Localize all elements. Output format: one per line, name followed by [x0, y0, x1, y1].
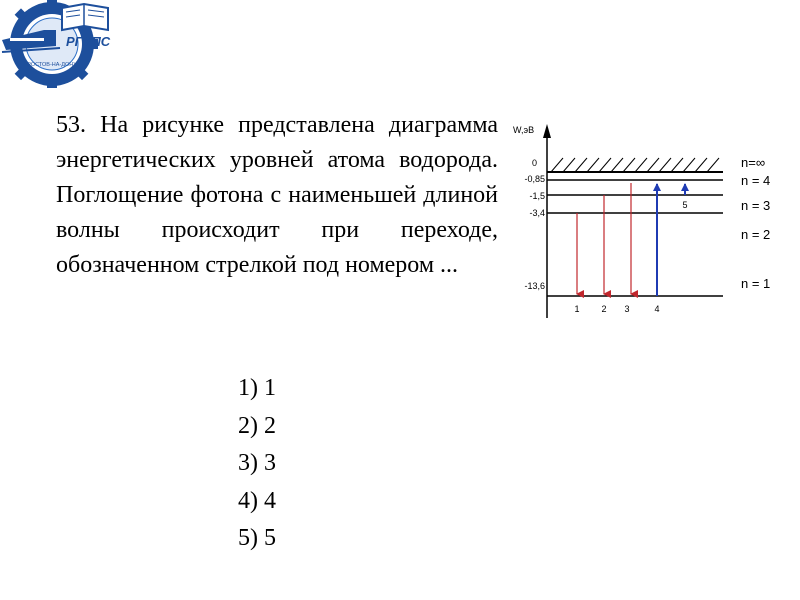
- answer-option-3[interactable]: 3) 3: [238, 450, 276, 476]
- answer-options: [238, 370, 276, 558]
- university-logo: [0, 0, 115, 90]
- energy-label-n2: -3,4: [529, 208, 545, 218]
- energy-label-0: 0: [531, 158, 537, 168]
- answer-option-1[interactable]: 1) 1: [238, 375, 276, 401]
- energy-level-diagram: [505, 118, 780, 328]
- arrow-label-4: 4: [654, 304, 660, 314]
- arrow-label-3: 3: [624, 304, 630, 314]
- level-label-n2: n = 2: [741, 227, 771, 242]
- level-label-n1: n = 1: [741, 276, 771, 291]
- energy-label-n1: -13,6: [524, 281, 545, 291]
- question-text: 53. На рисунке представлена диаграмма энергетических уровней атома водорода. Поглощение фотона с наименьшей длиной волны происходит при переходе, обозначенном стрелкой под номером ...: [56, 112, 498, 278]
- energy-label-n4: -0,85: [524, 174, 545, 184]
- axis-label: W,эВ: [513, 125, 535, 135]
- arrow-label-5: 5: [682, 200, 688, 210]
- level-label-n-infinity: n=∞: [741, 155, 766, 170]
- level-label-n3: n = 3: [741, 198, 771, 213]
- arrow-label-2: 2: [601, 304, 607, 314]
- logo-text: РГУПС: [66, 34, 111, 49]
- book-icon: [62, 4, 108, 30]
- answer-option-2[interactable]: 2) 2: [238, 412, 276, 439]
- arrow-label-1: 1: [574, 304, 580, 314]
- axis-arrow-icon: [543, 124, 551, 138]
- energy-label-n3: -1,5: [529, 191, 545, 201]
- answer-option-5[interactable]: 5) 5: [238, 525, 276, 551]
- logo-subtext: РОСТОВ-НА-ДОНУ: [27, 62, 77, 68]
- answer-option-4[interactable]: 4) 4: [238, 487, 276, 514]
- level-label-n4: n = 4: [741, 173, 771, 188]
- continuum-hatching: [551, 158, 719, 172]
